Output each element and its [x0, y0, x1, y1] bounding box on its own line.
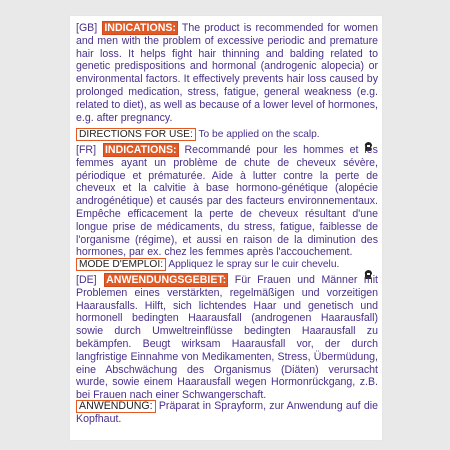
- de-indications: [76, 274, 378, 402]
- de-indications-text: Für Frauen und Männer mit Problemen eines verstärkten, regelmäßigen und vorzeitigen Haarausfalls. Hilft, sich lichtendes Haar und genetisch und hormonell bedingten Haarausfall (androgenen Haarausfall) sowie durch Umweltreinflüsse bedingten Haarausfall zu bekämpfen. Beugt wirksam Haarausfall vor, der durch langfristige Einnahme von Medikamenten, Stress, Übermüdung, eine Abschwächung des Organismus (Diäten) verursacht wurde, sowie einem Haarausfall wegen Hormonrückgang, z.B. bei Frauen nach einer Schwangerschaft.: [76, 274, 378, 402]
- gb-lang-code: [GB]: [76, 22, 98, 34]
- de-lang-code: [DE]: [76, 274, 97, 286]
- gb-indications-heading: INDICATIONS:: [104, 22, 176, 34]
- de-indications-heading: ANWENDUNGSGEBIET:: [106, 274, 227, 286]
- fr-directions-label: MODE D'EMPLOI:: [76, 258, 166, 271]
- fr-indications-text: Recommandé pour les hommes et les femmes ayant un problème de chute de cheveux sévère, périodique et prématurée. Aide à lutter contre la perte de cheveux et la calvitie à base hormono-génétique (alopécie androgénétique) et causés par des facteurs environnementaux. Empêche efficacement la perte de cheveux résultant d'une longue prise de médicaments, du stress, fatigue, faiblesse de l'organisme (régime), et aussi en raison de la diminution des hormones, par ex. chez les femmes après l'accouchement.: [76, 144, 378, 259]
- fr-directions: [76, 258, 376, 271]
- gb-indications: [76, 22, 378, 124]
- product-label: [70, 16, 382, 440]
- gb-indications-text: The product is recommended for women and men with the problem of excessive periodic and premature hair loss. It helps fight hair thinning and balding related to genetic predispositions and hormonal (androgenic alopecia) or environmental factors. It effectively prevents hair loss caused by prolonged medication, stress, fatigue, general weakness (e.g. related to diet), as well as because of a lower level of hormones, e.g. after pregnancy.: [76, 22, 378, 124]
- de-directions: [76, 400, 378, 426]
- fr-indications: [76, 144, 378, 259]
- de-directions-label: ANWENDUNG:: [76, 400, 156, 413]
- gb-directions-text: To be applied on the scalp.: [198, 129, 320, 140]
- gb-directions-label: DIRECTIONS FOR USE:: [76, 128, 196, 141]
- fr-directions-text: Appliquez le spray sur le cuir chevelu.: [168, 259, 340, 270]
- de-directions-text: Präparat in Sprayform, zur Anwendung auf die Kopfhaut.: [76, 400, 379, 425]
- gb-directions: [76, 128, 376, 141]
- fr-indications-heading: INDICATIONS:: [104, 144, 177, 156]
- fr-lang-code: [FR]: [76, 144, 97, 156]
